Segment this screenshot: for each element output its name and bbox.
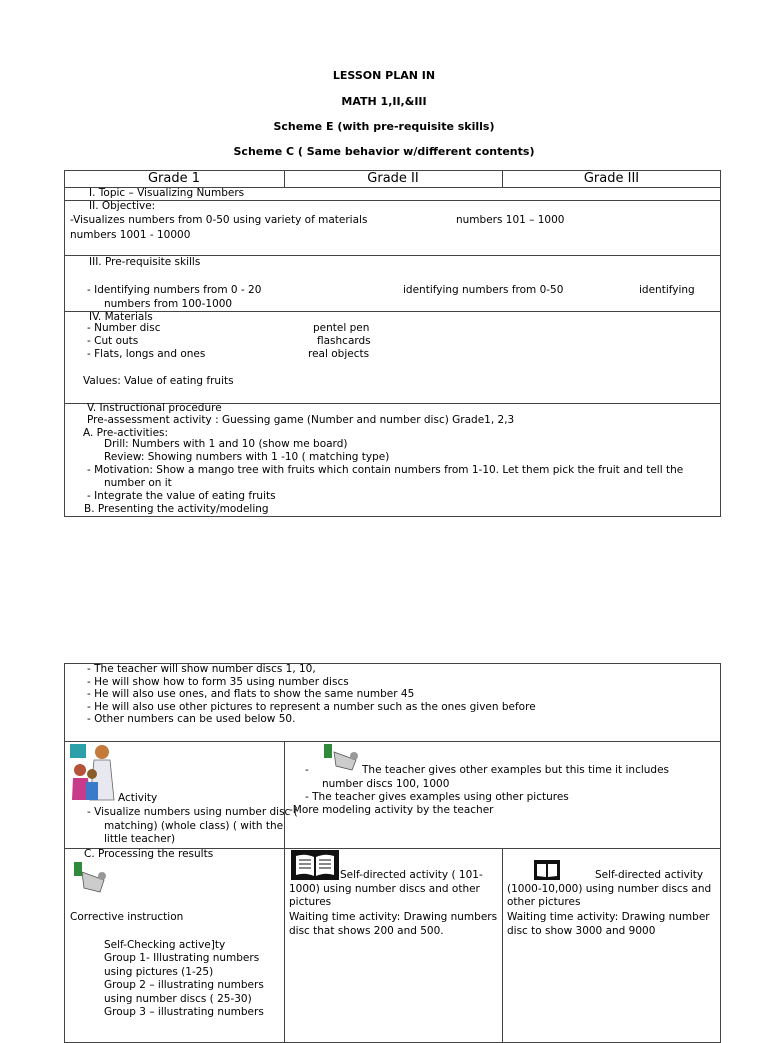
- prereq-grade2: identifying numbers from 0-50: [403, 284, 564, 296]
- title-line-2: MATH 1,II,&III: [341, 95, 427, 108]
- self-directed-grade2: Self-directed activity ( 101-1000) using number discs and other pictures: [289, 869, 483, 908]
- teacher-figure-icon: [72, 862, 112, 896]
- topic-row: I. Topic – Visualizing Numbers: [89, 187, 245, 199]
- activity-grade23-a: The teacher gives other examples but this time it includes number discs 100, 1000: [322, 764, 670, 790]
- self-directed-grade3: Self-directed activity (1000-10,000) using number discs and other pictures: [507, 869, 712, 908]
- objective-grade2: numbers 101 – 1000: [456, 214, 565, 226]
- prereq-grade3-b: numbers from 100-1000: [104, 298, 233, 310]
- material-item: - Number disc: [87, 322, 161, 334]
- materials-label: IV. Materials: [89, 311, 153, 323]
- selfcheck-label: Self-Checking active]ty: [104, 939, 226, 951]
- group-item: Group 3 – illustrating numbers: [104, 1006, 264, 1018]
- grade-1-header: Grade 1: [147, 171, 201, 186]
- material-item-g2: real objects: [308, 348, 370, 360]
- procedure-line: B. Presenting the activity/modeling: [84, 503, 269, 515]
- objective-grade1: -Visualizes numbers from 0-50 using variety of materials: [70, 214, 368, 226]
- procedure-label: V. Instructional procedure: [87, 402, 222, 414]
- modeling-line: - He will also use ones, and flats to show the same number 45: [87, 688, 415, 700]
- processing-label: C. Processing the results: [84, 848, 214, 860]
- title-line-4: Scheme C ( Same behavior w/different contents): [233, 145, 535, 158]
- grade-3-header: Grade III: [583, 171, 640, 186]
- objective-grade3: numbers 1001 - 10000: [70, 229, 191, 241]
- activity-label: Activity: [118, 792, 158, 804]
- material-item-g2: flashcards: [317, 335, 371, 347]
- title-line-3: Scheme E (with pre-requisite skills): [273, 120, 495, 133]
- procedure-line: - Integrate the value of eating fruits: [87, 490, 276, 502]
- material-item: - Cut outs: [87, 335, 139, 347]
- group-item: Group 2 – illustrating numbers using number discs ( 25-30): [104, 979, 264, 1005]
- procedure-line: - Motivation: Show a mango tree with fruits which contain numbers from 1-10. Let them pick the fruit and tell the: [87, 464, 684, 476]
- activity-grade23-b: - The teacher gives examples using other pictures: [305, 791, 569, 803]
- prereq-grade1: - Identifying numbers from 0 - 20: [87, 284, 262, 296]
- waiting-activity-grade3: Waiting time activity: Drawing number disc to show 3000 and 9000: [507, 911, 710, 937]
- modeling-line: - He will also use other pictures to represent a number such as the ones given before: [87, 701, 536, 713]
- title-line-1: LESSON PLAN IN: [332, 69, 436, 82]
- procedure-line: Drill: Numbers with 1 and 10 (show me board): [104, 438, 348, 450]
- teacher-students-illustration: [70, 742, 122, 802]
- activity-grade23-c: -More modeling activity by the teacher: [289, 804, 494, 816]
- values-text: Values: Value of eating fruits: [83, 375, 234, 387]
- procedure-line: A. Pre-activities:: [83, 427, 169, 439]
- modeling-line: - The teacher will show number discs 1, 10,: [87, 663, 316, 675]
- modeling-line: - He will show how to form 35 using number discs: [87, 676, 349, 688]
- material-item-g2: pentel pen: [313, 322, 370, 334]
- modeling-line: - Other numbers can be used below 50.: [87, 713, 296, 725]
- bullet-dash: -: [305, 764, 309, 776]
- prereq-label: III. Pre-requisite skills: [89, 256, 201, 268]
- group-item: Group 1- Illustrating numbers using pictures (1-25): [104, 952, 260, 978]
- procedure-line: Review: Showing numbers with 1 -10 ( matching type): [104, 451, 390, 463]
- prereq-grade3-a: identifying: [639, 284, 695, 296]
- objective-label: II. Objective:: [89, 200, 156, 212]
- procedure-line: Pre-assessment activity : Guessing game (Number and number disc) Grade1, 2,3: [87, 414, 515, 426]
- procedure-line: number on it: [104, 477, 172, 489]
- activity-grade1: - Visualize numbers using number disc ( matching) (whole class) ( with the little teacher): [87, 806, 298, 845]
- grade-2-header: Grade II: [367, 171, 419, 186]
- waiting-activity-grade2: Waiting time activity: Drawing numbers disc that shows 200 and 500.: [289, 911, 498, 937]
- corrective-label: Corrective instruction: [70, 911, 184, 923]
- material-item: - Flats, longs and ones: [87, 348, 206, 360]
